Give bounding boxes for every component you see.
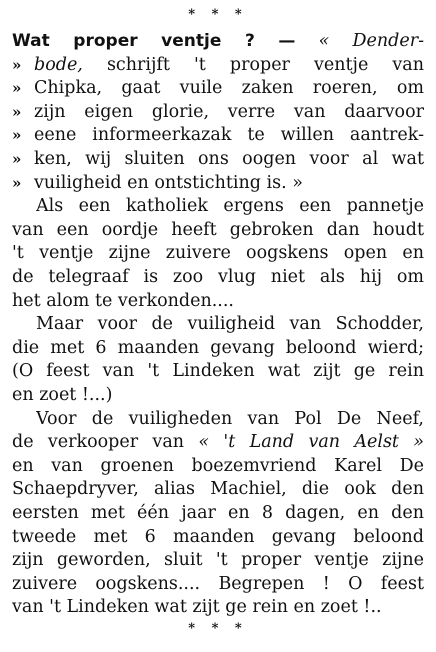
quote-line: » bode, schrijft 't proper ventje van: [12, 54, 424, 78]
quote-open: « Dender-: [318, 31, 424, 51]
paragraph-line: en van groenen boezemvriend Karel De: [12, 455, 424, 476]
paragraph-line: zijn geworden, sluit 't proper ventje zijne: [12, 550, 424, 571]
paragraph-line: 't ventje zijne zuivere oogskens open en: [12, 243, 424, 264]
paragraph-line: tweede met 6 maanden gevang beloond: [12, 526, 424, 547]
paragraph-line: Maar voor de vuiligheid van Schodder,: [36, 314, 424, 335]
article-heading: Wat proper ventje ? —: [12, 31, 296, 51]
paragraph-line: de verkooper van « 't Land van Aelst »: [12, 432, 424, 453]
section-divider-stars: * * *: [188, 621, 248, 636]
quote-line: » vuiligheid en ontstichting is. »: [12, 172, 303, 193]
article-heading-line: [12, 30, 424, 54]
newspaper-title: « 't Land van Aelst »: [198, 432, 424, 453]
paragraph-line: van een oordje heeft gebroken dan houdt: [12, 219, 424, 240]
quote-line: » Chipka, gaat vuile zaken roeren, om: [12, 78, 424, 99]
newspaper-name: bode,: [34, 54, 83, 75]
paragraph-line: Als een katholiek ergens een pannetje: [36, 196, 424, 217]
paragraph-line: Voor de vuiligheden van Pol De Neef,: [36, 408, 424, 429]
quote-line: » eene informeerkazak te willen aantrek-: [12, 125, 424, 146]
quote-mark: »: [12, 55, 22, 74]
paragraph-line: Schaepdryver, alias Machiel, die ook den: [12, 479, 424, 500]
paragraph-line: die met 6 maanden gevang beloond wierd;: [12, 337, 424, 358]
paragraph-line: zuivere oogskens.... Begrepen ! O feest: [12, 573, 424, 594]
paragraph-line: (O feest van 't Lindeken wat zijt ge rein: [12, 361, 424, 382]
paragraph-line: eersten met één jaar en 8 dagen, en den: [12, 503, 424, 523]
paragraph-line: het alom te verkonden....: [12, 290, 234, 311]
paragraph-line: de telegraaf is zoo vlug niet als hij om: [12, 267, 424, 287]
paragraph-line: en zoet !...): [12, 385, 113, 405]
section-divider-stars: * * *: [188, 7, 248, 22]
quote-line: » ken, wij sluiten ons oogen voor al wat: [12, 149, 424, 169]
quote-line: » zijn eigen glorie, verre van daarvoor: [12, 101, 424, 122]
paragraph-line: van 't Lindeken wat zijt ge rein en zoet !..: [12, 597, 382, 618]
